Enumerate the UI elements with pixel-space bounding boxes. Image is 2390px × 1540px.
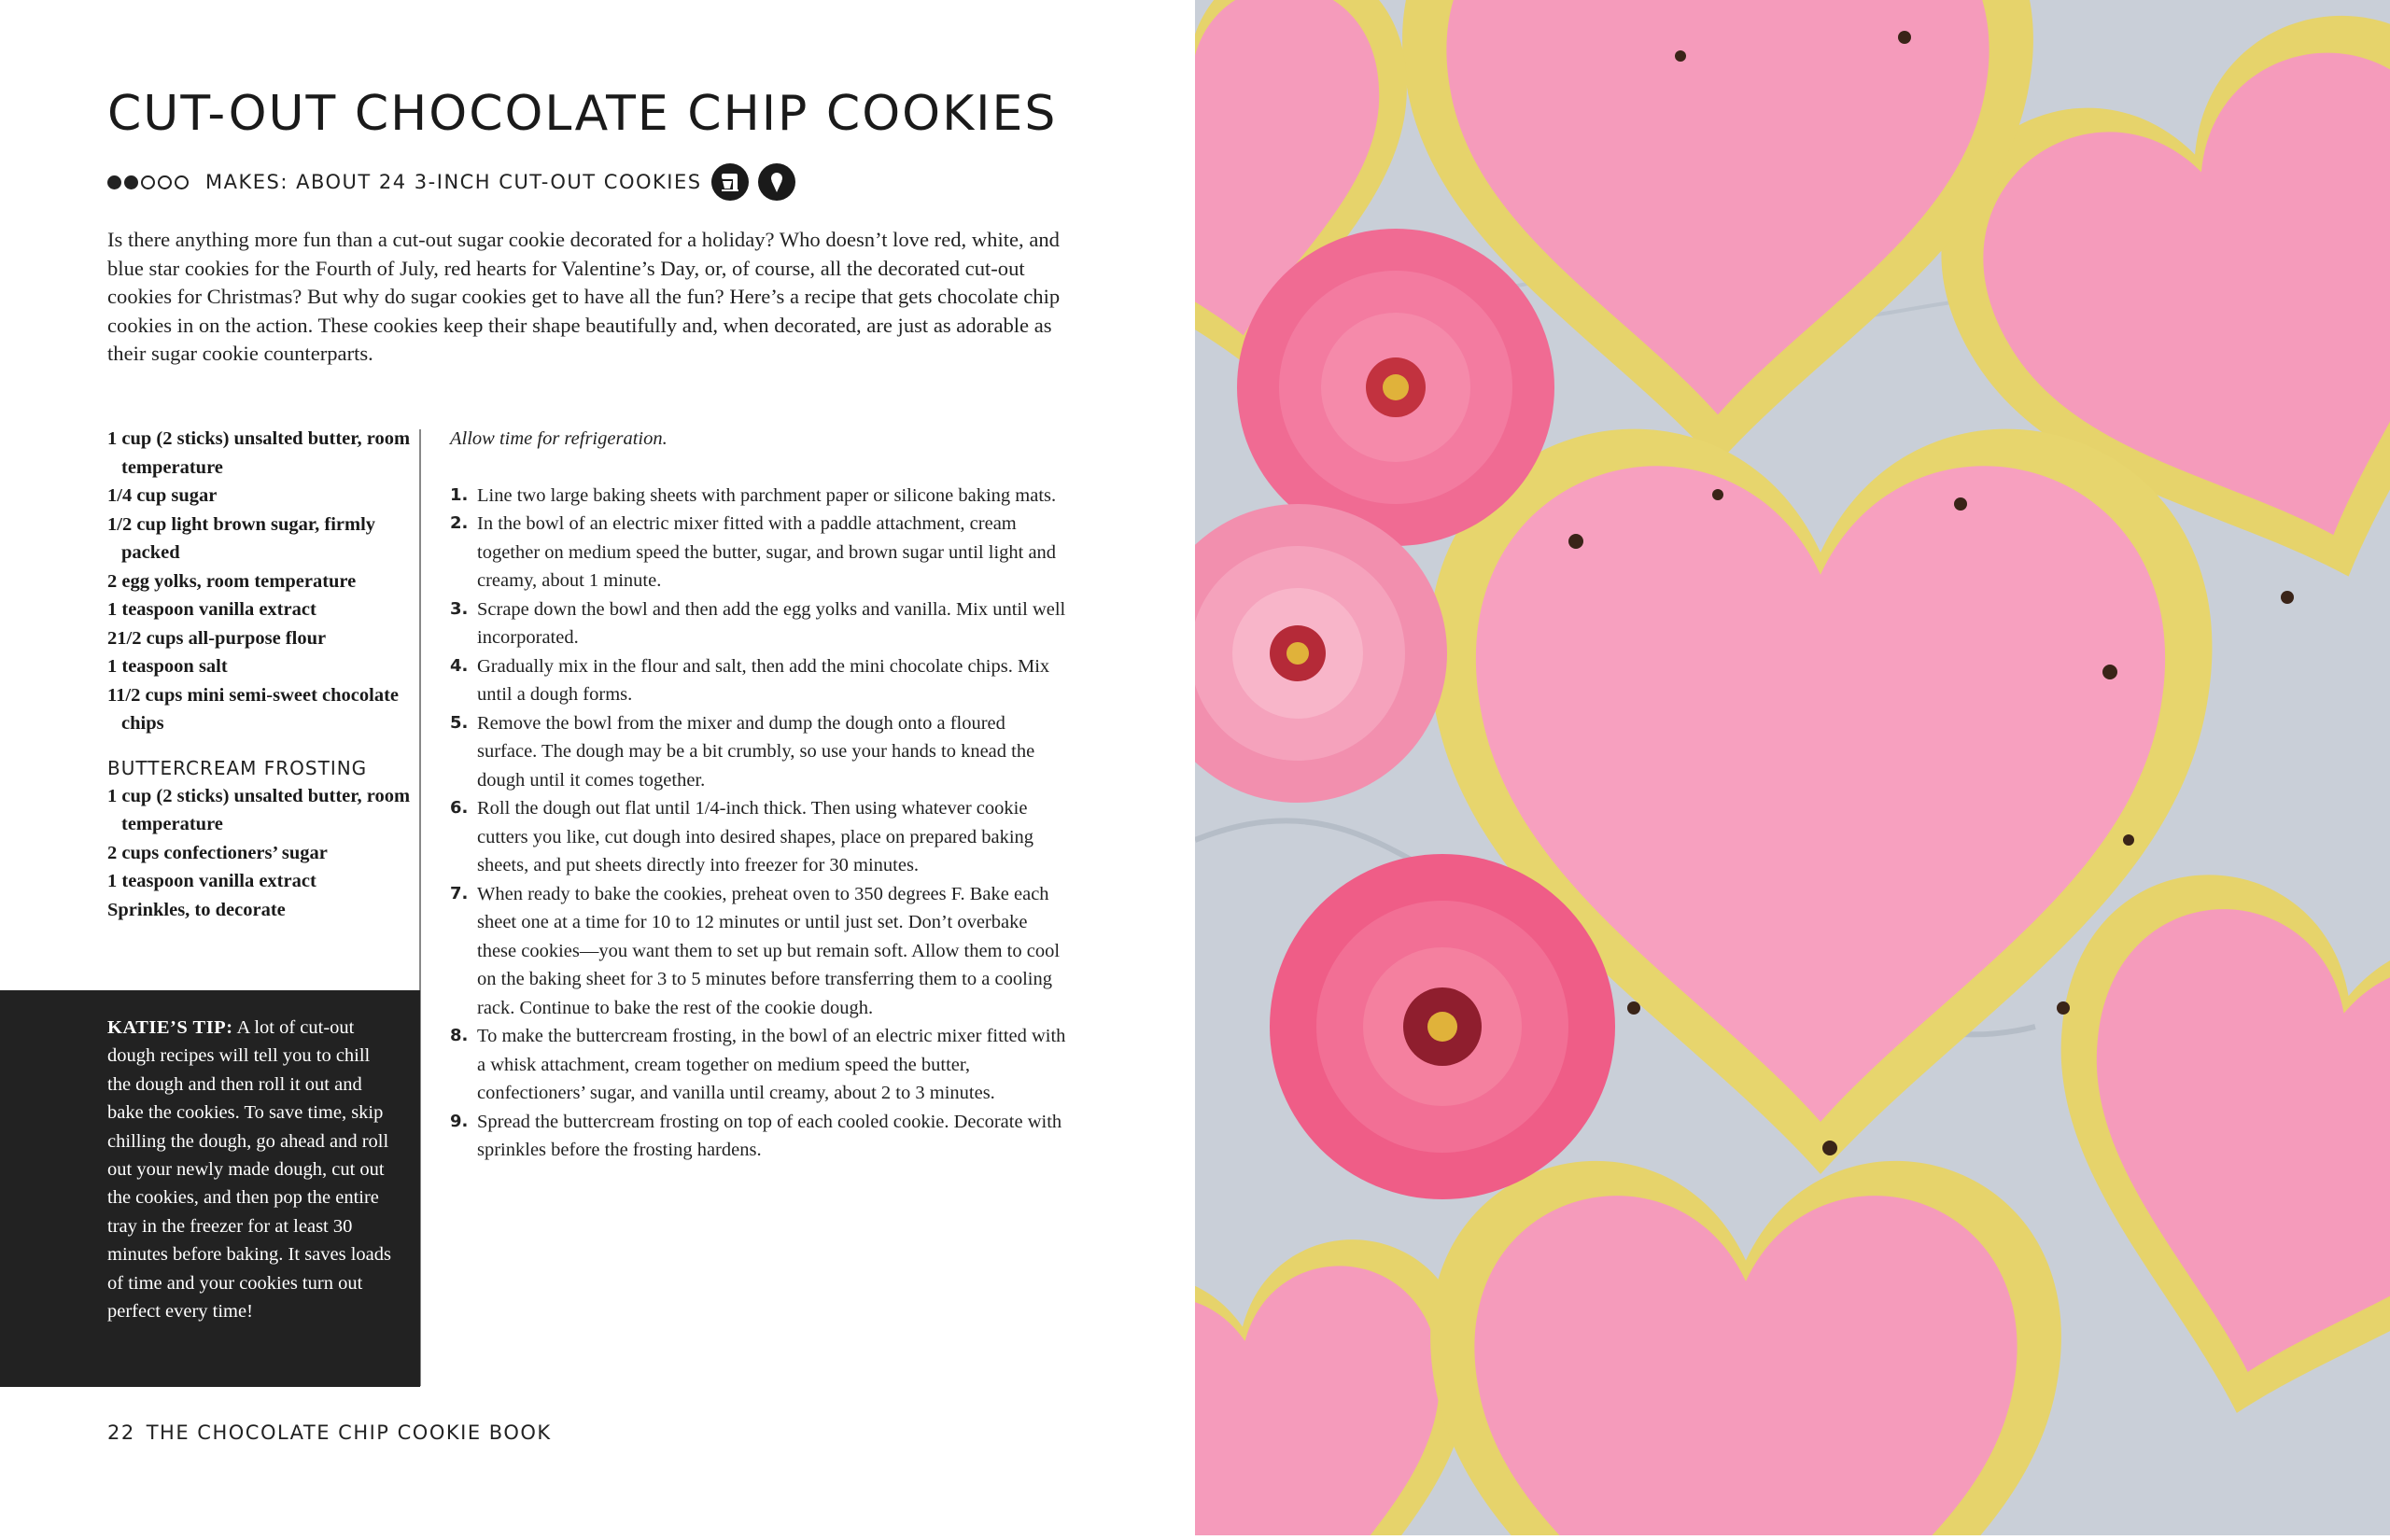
ice-cream-cone-icon [758,163,795,201]
ingredient-item: Sprinkles, to decorate [107,899,286,920]
difficulty-dot [124,175,138,189]
zinnia-flower [1237,229,1554,546]
difficulty-dot [175,175,189,189]
step-number: 1. [450,484,469,505]
method-step [450,510,1066,595]
recipe-meta [107,163,795,201]
cookie-photo [1195,0,2390,1535]
step-text: In the bowl of an electric mixer fitted with a paddle attachment, cream together on medium speed the butter, sugar, and brown sugar until light and creamy, about 1 minute. [477,513,1057,591]
frosting-heading: BUTTERCREAM FROSTING [107,756,368,779]
ingredient-item: 1 teaspoon vanilla extract [107,599,316,620]
ingredient-item: 2 cups confectioners’ sugar [107,842,328,863]
ingredient-item: 1/2 cup light brown sugar, firmly packed [107,513,376,563]
ingredient-item: 21/2 cups all-purpose flour [107,627,327,649]
ingredient-list [107,425,415,924]
method-step [450,709,1066,795]
method-step [450,1022,1066,1108]
method-step [450,652,1066,709]
step-text: Spread the buttercream frosting on top of each cooled cookie. Decorate with sprinkles before the frosting hardens. [477,1111,1062,1160]
recipe-page [0,0,1195,1535]
book-title: THE CHOCOLATE CHIP COOKIE BOOK [146,1421,552,1444]
refrigeration-note: Allow time for refrigeration. [450,428,668,449]
step-text: To make the buttercream frosting, in the bowl of an electric mixer fitted with a whisk attachment, cream together on medium speed the butter, confectioners’ sugar, and vanilla until creamy, about 2 to 3 minutes. [477,1026,1066,1103]
ingredient-item: 1/4 cup sugar [107,485,218,506]
difficulty-dot [107,175,121,189]
tip-box [0,990,420,1387]
method-step [450,880,1066,1023]
zinnia-flower [1270,854,1615,1199]
step-number: 8. [450,1026,469,1045]
method-column [450,425,1066,1165]
method-step [450,482,1066,511]
recipe-intro: Is there anything more fun than a cut-out sugar cookie decorated for a holiday? Who doesn’t love red, white, and blue star cookies for the Fourth of July, red hearts for Valentine’s Day, or, of course, all the decorated cut-out cookies for Christmas? But why do sugar cookies get to have all the fun? Here’s a recipe that gets chocolate chip cookies in on the action. These cookies keep their shape beautifully and, when decorated, are just as adorable as their sugar cookie counterparts. [107,228,1061,365]
difficulty-dot [141,175,155,189]
ingredient-item: 1 cup (2 sticks) unsalted butter, room temperature [107,785,411,834]
step-number: 6. [450,798,469,818]
ingredient-item: 1 teaspoon vanilla extract [107,871,316,891]
step-number: 9. [450,1111,469,1131]
method-step [450,1108,1066,1165]
ingredient-item: 1 teaspoon salt [107,656,228,677]
method-step [450,595,1066,652]
step-text: When ready to bake the cookies, preheat oven to 350 degrees F. Bake each sheet one at a time for 10 to 12 minutes or until just set. Don’t overbake these cookies—you want them to set up but remain soft. Allow them to cool on the baking sheet for 3 to 5 minutes before transferring them to a cooling rack. Continue to bake the rest of the cookie dough. [477,883,1061,1018]
difficulty-rating [107,175,189,189]
method-steps [450,482,1066,1165]
step-number: 2. [450,513,469,533]
tip-text: A lot of cut-out dough recipes will tell you to chill the dough and then roll it out and bake the cookies. To save time, skip chilling the dough, go ahead and roll out your newly made dough, cut out the cookies, and then pop the entire tray in the freezer for at least 30 minutes before baking. It saves loads of time and your cookies turn out perfect every time! [107,1017,392,1323]
step-number: 4. [450,655,469,676]
ingredient-item: 11/2 cups mini semi-sweet chocolate chips [107,684,400,734]
step-number: 7. [450,883,469,903]
tip-label: KATIE’S TIP: [107,1017,233,1038]
step-text: Gradually mix in the flour and salt, then add the mini chocolate chips. Mix until a dough forms. [477,655,1050,705]
step-text: Scrape down the bowl and then add the egg yolks and vanilla. Mix until well incorporated. [477,598,1066,648]
yield-label: MAKES: ABOUT 24 3-INCH CUT-OUT COOKIES [205,171,702,193]
step-text: Remove the bowl from the mixer and dump the dough onto a floured surface. The dough may be a bit crumbly, so use your hands to knead the dough until it comes together. [477,712,1035,791]
step-number: 5. [450,712,469,733]
recipe-title: CUT-OUT CHOCOLATE CHIP COOKIES [107,86,1058,142]
page-footer [107,1421,552,1444]
step-text: Line two large baking sheets with parchment paper or silicone baking mats. [477,484,1057,506]
ingredient-item: 1 cup (2 sticks) unsalted butter, room temperature [107,428,411,478]
mixer-icon [711,163,749,201]
difficulty-dot [158,175,172,189]
step-text: Roll the dough out flat until 1/4-inch thick. Then using whatever cookie cutters you like, cut dough into desired shapes, place on prepared baking sheets, and put sheets directly into freezer for 30 minutes. [477,798,1034,875]
page-number: 22 [107,1421,135,1444]
step-number: 3. [450,598,469,619]
ingredient-item: 2 egg yolks, room temperature [107,570,357,592]
method-step [450,794,1066,880]
